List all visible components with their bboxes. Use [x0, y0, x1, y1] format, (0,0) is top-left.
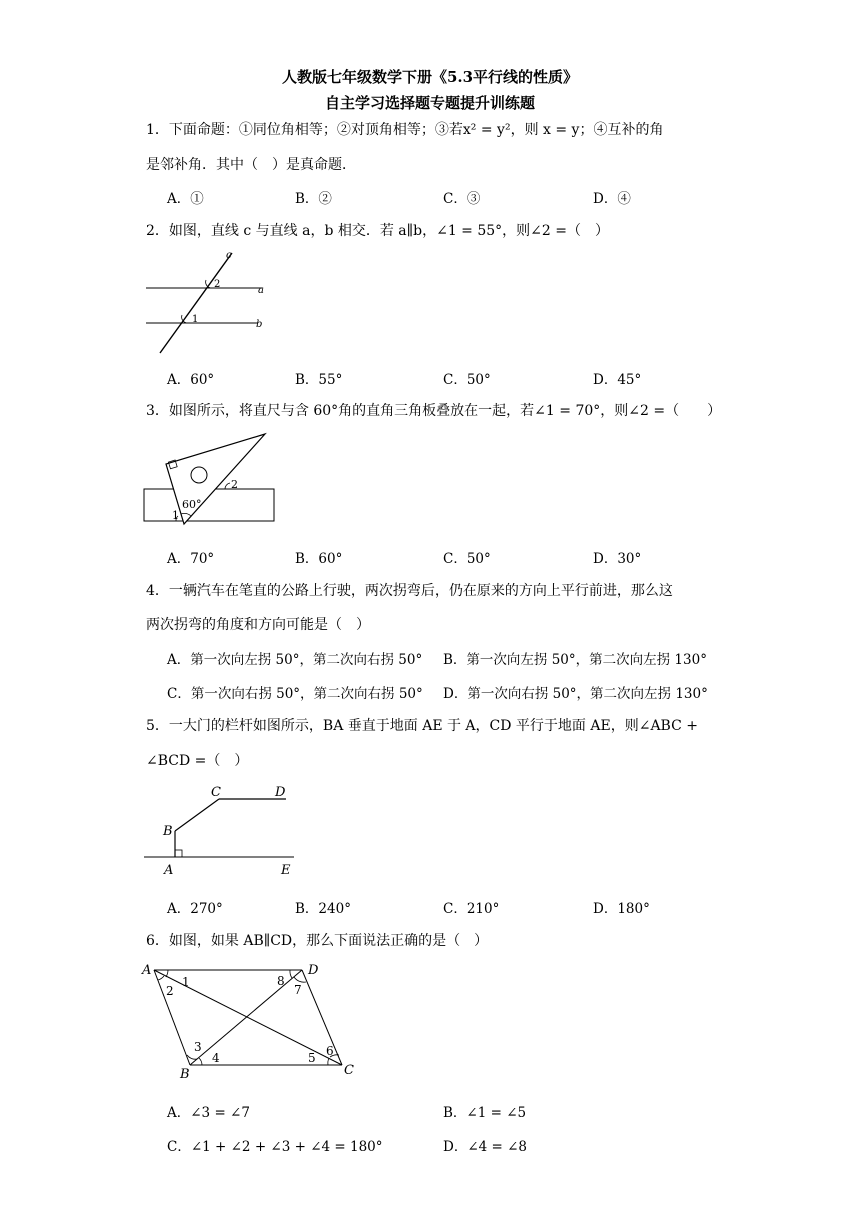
- q3-option-b[interactable]: B．60°: [295, 551, 343, 567]
- q5-option-b[interactable]: B．240°: [295, 901, 351, 917]
- q5-option-a[interactable]: A．270°: [167, 901, 223, 917]
- q4-option-d[interactable]: D．第一次向右拐 50°，第二次向左拐 130°: [443, 686, 708, 702]
- q2-option-d[interactable]: D．45°: [593, 372, 642, 388]
- q6-option-b[interactable]: B．∠1 = ∠5: [443, 1105, 527, 1121]
- q6-angle-2: 2: [166, 984, 174, 998]
- q3-figure: [140, 428, 280, 528]
- q6-angle-3: 3: [194, 1040, 202, 1054]
- q6-angle-8: 8: [277, 974, 285, 988]
- q4-option-b[interactable]: B．第一次向左拐 50°，第二次向左拐 130°: [443, 652, 707, 668]
- q2-stem: 2．如图，直线 c 与直线 a，b 相交．若 a∥b，∠1 = 55°，则∠2 =（ ）: [146, 223, 609, 239]
- q6-label-d: D: [308, 963, 319, 978]
- q6-option-d[interactable]: D．∠4 = ∠8: [443, 1139, 528, 1155]
- q5-figure: [140, 780, 300, 880]
- page-subtitle: 自主学习选择题专题提升训练题: [324, 94, 535, 112]
- q5-stem-line1: 5．一大门的栏杆如图所示，BA 垂直于地面 AE 于 A，CD 平行于地面 AE，则∠ABC +: [146, 718, 698, 734]
- q4-stem-line1: 4．一辆汽车在笔直的公路上行驶，两次拐弯后，仍在原来的方向上平行前进，那么这: [146, 583, 673, 599]
- q3-label-1: 1: [172, 509, 179, 522]
- q5-label-a: A: [164, 863, 174, 878]
- q3-stem: 3．如图所示，将直尺与含 60°角的直角三角板叠放在一起，若∠1 = 70°，则∠2 =（ ）: [146, 403, 722, 419]
- q3-label-60: 60°: [182, 498, 202, 511]
- q3-option-a[interactable]: A．70°: [167, 551, 215, 567]
- q6-label-c: C: [344, 1063, 354, 1078]
- q5-stem-line2: ∠BCD =（ ）: [146, 753, 249, 769]
- q5-option-d[interactable]: D．180°: [593, 901, 650, 917]
- q6-angle-7: 7: [294, 983, 302, 997]
- q2-label-2: 2: [214, 279, 221, 290]
- q1-stem-line1: 1．下面命题：①同位角相等；②对顶角相等；③若x² = y²，则 x = y；④互补的角: [146, 122, 664, 138]
- q5-option-c[interactable]: C．210°: [443, 901, 500, 917]
- q2-option-a[interactable]: A．60°: [167, 372, 215, 388]
- q1-stem-line2: 是邻补角．其中（ ）是真命题．: [146, 157, 356, 173]
- q6-angle-4: 4: [212, 1051, 220, 1065]
- page-title: 人教版七年级数学下册《5.3平行线的性质》: [281, 68, 579, 86]
- q6-label-b: B: [180, 1067, 190, 1080]
- q3-option-c[interactable]: C．50°: [443, 551, 491, 567]
- q6-option-a[interactable]: A．∠3 = ∠7: [167, 1105, 250, 1121]
- q5-label-d: D: [275, 785, 286, 800]
- q5-label-e: E: [281, 863, 291, 878]
- q4-option-a[interactable]: A．第一次向左拐 50°，第二次向右拐 50°: [167, 652, 423, 668]
- q6-angle-5: 5: [308, 1051, 316, 1065]
- q6-angle-1: 1: [182, 975, 190, 989]
- q2-figure: [140, 245, 280, 360]
- q2-label-c: c: [226, 250, 232, 261]
- q1-option-d[interactable]: D．④: [593, 191, 631, 207]
- q2-label-a: a: [258, 285, 264, 296]
- q2-option-b[interactable]: B．55°: [295, 372, 343, 388]
- q2-option-c[interactable]: C．50°: [443, 372, 491, 388]
- q5-label-b: B: [163, 824, 173, 839]
- q2-label-b: b: [256, 319, 263, 330]
- q3-option-d[interactable]: D．30°: [593, 551, 642, 567]
- q4-option-c[interactable]: C．第一次向右拐 50°，第二次向右拐 50°: [167, 686, 423, 702]
- q6-stem: 6．如图，如果 AB∥CD，那么下面说法正确的是（ ）: [146, 933, 489, 949]
- q2-label-1: 1: [192, 314, 199, 325]
- q5-label-c: C: [211, 785, 221, 800]
- q1-option-b[interactable]: B．②: [295, 191, 332, 207]
- q6-label-a: A: [142, 963, 152, 978]
- q6-angle-6: 6: [326, 1044, 334, 1058]
- q6-figure: [140, 958, 360, 1080]
- q1-option-a[interactable]: A．①: [167, 191, 204, 207]
- q4-stem-line2: 两次拐弯的角度和方向可能是（ ）: [146, 617, 370, 633]
- q6-option-c[interactable]: C．∠1 + ∠2 + ∠3 + ∠4 = 180°: [167, 1139, 383, 1155]
- q3-label-2: 2: [231, 478, 238, 491]
- q1-option-c[interactable]: C．③: [443, 191, 481, 207]
